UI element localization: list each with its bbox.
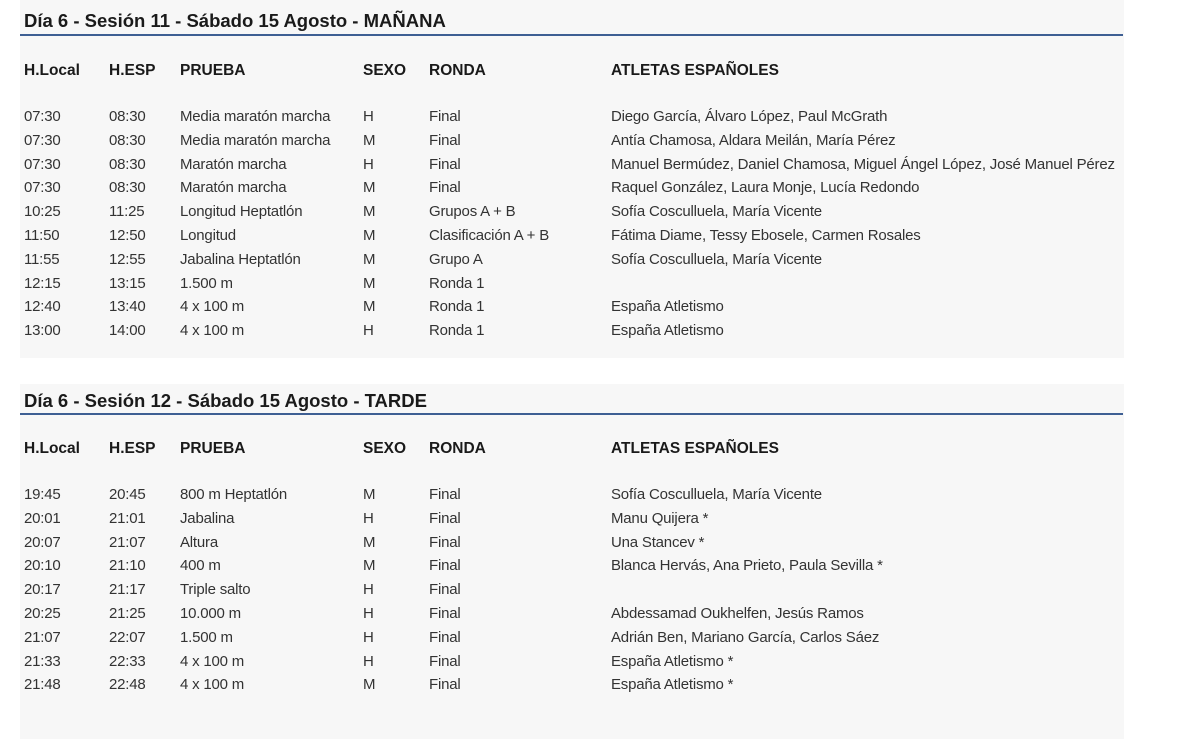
- cell-ronda: Final: [429, 652, 461, 670]
- cell-hlocal: 20:25: [24, 605, 61, 622]
- table-row: [20, 557, 1124, 577]
- cell-hlocal: 20:07: [24, 533, 61, 551]
- header-hesp: H.ESP: [109, 440, 156, 457]
- cell-hlocal: 12:40: [24, 298, 61, 316]
- cell-prueba: Jabalina: [180, 509, 235, 527]
- cell-hlocal: 20:10: [24, 557, 61, 575]
- cell-sexo: M: [363, 676, 376, 694]
- cell-hesp: 12:50: [109, 227, 146, 244]
- cell-sexo: M: [363, 298, 376, 316]
- table-row: [20, 486, 1124, 506]
- cell-atletas: España Atletismo: [611, 322, 724, 340]
- cell-atletas: España Atletismo *: [611, 652, 734, 670]
- cell-ronda: Final: [429, 108, 461, 125]
- cell-sexo: H: [363, 581, 374, 599]
- table-row: [20, 653, 1124, 673]
- cell-ronda: Grupo A: [429, 250, 483, 268]
- cell-hesp: 13:15: [109, 274, 146, 292]
- header-atletas: ATLETAS ESPAÑOLES: [611, 440, 779, 457]
- cell-ronda: Final: [429, 533, 461, 551]
- cell-hesp: 08:30: [109, 131, 146, 149]
- cell-hesp: 21:01: [109, 509, 146, 527]
- cell-ronda: Clasificación A + B: [429, 227, 550, 244]
- cell-hesp: 21:10: [109, 557, 146, 575]
- cell-prueba: 1.500 m: [180, 274, 233, 292]
- table-header: [20, 62, 1124, 82]
- cell-sexo: M: [363, 227, 376, 244]
- title-divider: [20, 34, 1123, 36]
- cell-prueba: Jabalina Heptatlón: [180, 250, 301, 268]
- table-row: [20, 203, 1124, 223]
- cell-hlocal: 11:55: [24, 250, 60, 268]
- cell-hlocal: 21:33: [24, 652, 61, 670]
- cell-sexo: M: [363, 557, 376, 575]
- cell-prueba: Media maratón marcha: [180, 131, 331, 149]
- table-row: [20, 251, 1124, 271]
- session-afternoon: [20, 384, 1124, 739]
- table-row: [20, 581, 1124, 601]
- cell-hesp: 13:40: [109, 298, 146, 316]
- session-title: Día 6 - Sesión 12 - Sábado 15 Agosto - TARDE: [24, 390, 427, 411]
- cell-sexo: M: [363, 486, 376, 503]
- cell-sexo: M: [363, 533, 376, 551]
- cell-sexo: H: [363, 108, 374, 125]
- cell-hlocal: 07:30: [24, 155, 61, 173]
- cell-hesp: 08:30: [109, 179, 146, 197]
- table-row: [20, 156, 1124, 176]
- cell-atletas: Fátima Diame, Tessy Ebosele, Carmen Rosales: [611, 227, 921, 244]
- header-hlocal: H.Local: [24, 440, 80, 457]
- cell-prueba: Triple salto: [180, 581, 251, 599]
- table-row: [20, 227, 1124, 247]
- cell-hlocal: 12:15: [24, 274, 61, 292]
- cell-hlocal: 21:48: [24, 676, 61, 694]
- header-sexo: SEXO: [363, 62, 407, 79]
- header-atletas: ATLETAS ESPAÑOLES: [611, 62, 779, 79]
- cell-ronda: Final: [429, 486, 461, 503]
- cell-sexo: H: [363, 509, 374, 527]
- cell-hlocal: 07:30: [24, 108, 61, 125]
- cell-prueba: Altura: [180, 533, 218, 551]
- cell-hesp: 22:33: [109, 652, 146, 670]
- header-hlocal: H.Local: [24, 62, 80, 79]
- cell-ronda: Final: [429, 581, 461, 599]
- cell-atletas: Manuel Bermúdez, Daniel Chamosa, Miguel Ángel López, José Manuel Pérez: [611, 155, 1115, 173]
- cell-prueba: 4 x 100 m: [180, 298, 245, 316]
- cell-atletas: España Atletismo: [611, 298, 724, 316]
- cell-sexo: H: [363, 155, 374, 173]
- cell-ronda: Final: [429, 605, 461, 622]
- cell-hlocal: 10:25: [24, 203, 61, 221]
- cell-prueba: 10.000 m: [180, 605, 241, 622]
- cell-prueba: 4 x 100 m: [180, 322, 245, 340]
- header-prueba: PRUEBA: [180, 440, 246, 457]
- cell-sexo: M: [363, 274, 376, 292]
- cell-atletas: Abdessamad Oukhelfen, Jesús Ramos: [611, 605, 864, 622]
- cell-prueba: Longitud: [180, 227, 236, 244]
- cell-ronda: Grupos A + B: [429, 203, 516, 221]
- cell-ronda: Ronda 1: [429, 322, 485, 340]
- cell-ronda: Final: [429, 676, 461, 694]
- session-morning: [20, 0, 1124, 358]
- cell-hlocal: 11:50: [24, 227, 60, 244]
- cell-sexo: M: [363, 203, 376, 221]
- cell-hesp: 11:25: [109, 203, 145, 221]
- table-row: [20, 132, 1124, 152]
- header-hesp: H.ESP: [109, 62, 156, 79]
- cell-prueba: Maratón marcha: [180, 179, 287, 197]
- cell-ronda: Final: [429, 179, 461, 197]
- cell-hlocal: 20:17: [24, 581, 61, 599]
- cell-atletas: Sofía Cosculluela, María Vicente: [611, 250, 822, 268]
- cell-prueba: Media maratón marcha: [180, 108, 331, 125]
- cell-ronda: Final: [429, 557, 461, 575]
- cell-prueba: 400 m: [180, 557, 221, 575]
- cell-atletas: Sofía Cosculluela, María Vicente: [611, 486, 822, 503]
- cell-prueba: 4 x 100 m: [180, 676, 245, 694]
- table-row: [20, 179, 1124, 199]
- table-row: [20, 629, 1124, 649]
- cell-atletas: Una Stancev *: [611, 533, 705, 551]
- cell-ronda: Final: [429, 509, 461, 527]
- cell-hesp: 21:25: [109, 605, 146, 622]
- cell-sexo: M: [363, 179, 376, 197]
- cell-hesp: 22:07: [109, 628, 146, 646]
- cell-sexo: H: [363, 605, 374, 622]
- cell-prueba: Maratón marcha: [180, 155, 287, 173]
- cell-hlocal: 07:30: [24, 131, 61, 149]
- cell-hlocal: 13:00: [24, 322, 61, 340]
- cell-sexo: M: [363, 250, 376, 268]
- cell-prueba: 800 m Heptatlón: [180, 486, 288, 503]
- cell-atletas: Blanca Hervás, Ana Prieto, Paula Sevilla *: [611, 557, 883, 575]
- cell-hesp: 21:17: [109, 581, 146, 599]
- header-ronda: RONDA: [429, 440, 486, 457]
- cell-atletas: Manu Quijera *: [611, 509, 709, 527]
- cell-prueba: 1.500 m: [180, 628, 233, 646]
- cell-hesp: 22:48: [109, 676, 146, 694]
- table-row: [20, 510, 1124, 530]
- cell-ronda: Final: [429, 155, 461, 173]
- title-divider: [20, 413, 1123, 415]
- cell-atletas: Raquel González, Laura Monje, Lucía Redondo: [611, 179, 920, 197]
- cell-prueba: 4 x 100 m: [180, 652, 245, 670]
- cell-ronda: Final: [429, 628, 461, 646]
- cell-atletas: Adrián Ben, Mariano García, Carlos Sáez: [611, 628, 880, 646]
- cell-ronda: Ronda 1: [429, 298, 485, 316]
- table-row: [20, 275, 1124, 295]
- cell-atletas: Diego García, Álvaro López, Paul McGrath: [611, 108, 888, 125]
- table-row: [20, 534, 1124, 554]
- cell-atletas: España Atletismo *: [611, 676, 734, 694]
- cell-sexo: M: [363, 131, 376, 149]
- header-prueba: PRUEBA: [180, 62, 246, 79]
- table-row: [20, 108, 1124, 128]
- cell-ronda: Ronda 1: [429, 274, 485, 292]
- cell-sexo: H: [363, 628, 374, 646]
- header-ronda: RONDA: [429, 62, 486, 79]
- cell-hesp: 08:30: [109, 155, 146, 173]
- cell-hesp: 14:00: [109, 322, 146, 340]
- session-title: Día 6 - Sesión 11 - Sábado 15 Agosto - MAÑANA: [24, 10, 446, 31]
- cell-atletas: Antía Chamosa, Aldara Meilán, María Pérez: [611, 131, 896, 149]
- cell-hesp: 08:30: [109, 108, 146, 125]
- cell-prueba: Longitud Heptatlón: [180, 203, 303, 221]
- cell-ronda: Final: [429, 131, 461, 149]
- table-row: [20, 605, 1124, 625]
- header-sexo: SEXO: [363, 440, 407, 457]
- cell-hlocal: 07:30: [24, 179, 61, 197]
- table-row: [20, 298, 1124, 318]
- cell-hlocal: 20:01: [24, 509, 61, 527]
- cell-hlocal: 21:07: [24, 628, 61, 646]
- table-row: [20, 322, 1124, 342]
- cell-hlocal: 19:45: [24, 486, 61, 503]
- cell-atletas: Sofía Cosculluela, María Vicente: [611, 203, 822, 221]
- table-header: [20, 440, 1124, 460]
- table-row: [20, 676, 1124, 696]
- cell-hesp: 12:55: [109, 250, 146, 268]
- cell-sexo: H: [363, 322, 374, 340]
- cell-hesp: 21:07: [109, 533, 146, 551]
- cell-hesp: 20:45: [109, 486, 146, 503]
- cell-sexo: H: [363, 652, 374, 670]
